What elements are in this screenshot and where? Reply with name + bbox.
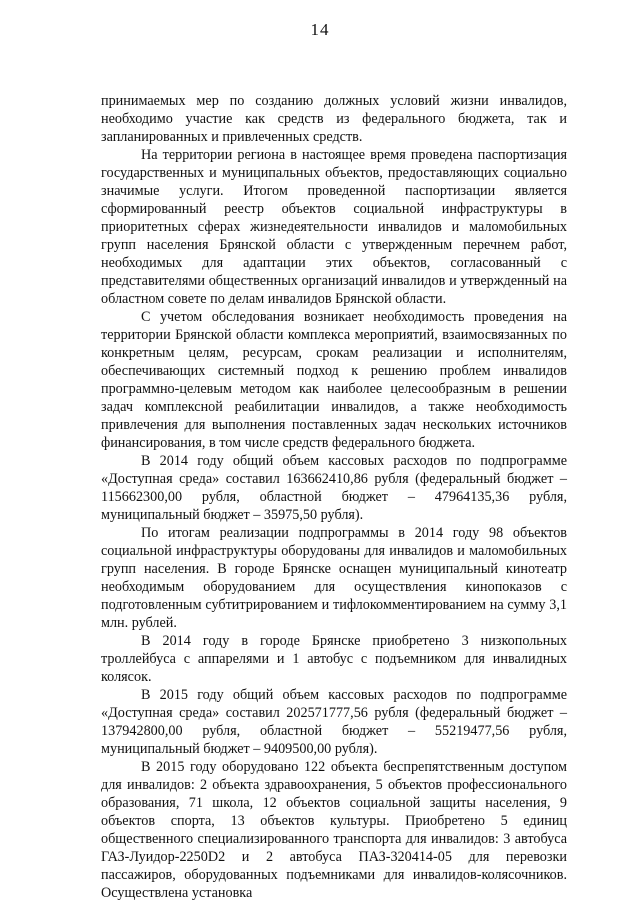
paragraph-measures-complex: С учетом обследования возникает необходимость проведения на территории Брянской области комплекса мероприятий, взаимосвязанных по конкретным целям, ресурсам, срокам реализации и исполнителям, обеспечивающих системный подход к решению проблем инвалидов программно-целевым методом как наиболее целесообразным в решении задач комплексной реабилитации инвалидов, а также необходимость привлечения для выполнения поставленных задач нескольких источников финансирования, в том числе средств федерального бюджета.	[101, 309, 567, 451]
document-body	[101, 92, 567, 902]
page-number: 14	[310, 20, 330, 39]
paragraph-passportization: На территории региона в настоящее время проведена паспортизация государственных и муниципальных объектов, предоставляющих социально значимые услуги. Итогом проведенной паспортизации является сформированный реестр объектов социальной инфраструктуры в приоритетных сферах жизнедеятельности инвалидов и маломобильных групп населения Брянской области с утвержденным перечнем работ, необходимых для адаптации этих объектов, согласованный с представителями общественных организаций инвалидов и утвержденный на областном совете по делам инвалидов Брянской области.	[101, 147, 567, 307]
paragraph-2014-results: По итогам реализации подпрограммы в 2014 году 98 объектов социальной инфраструктуры оборудованы для инвалидов и маломобильных групп населения. В городе Брянске оснащен муниципальный кинотеатр необходимым оборудованием для осуществления кинопоказов с подготовленным субтитрированием и тифлокомментированием на сумму 3,1 млн. рублей.	[101, 525, 567, 631]
paragraph-2014-trolleybuses: В 2014 году в городе Брянске приобретено 3 низкопольных троллейбуса с аппарелями и 1 автобус с подъемником для инвалидных колясок.	[101, 633, 567, 685]
paragraph-continued: принимаемых мер по созданию должных условий жизни инвалидов, необходимо участие как средств из федерального бюджета, так и запланированных и привлеченных средств.	[101, 93, 567, 145]
paragraph-2014-expenses: В 2014 году общий объем кассовых расходов по подпрограмме «Доступная среда» составил 163662410,86 рубля (федеральный бюджет – 115662300,00 рубля, областной бюджет – 47964135,36 рубля, муниципальный бюджет – 35975,50 рубля).	[101, 453, 567, 523]
paragraph-2015-results: В 2015 году оборудовано 122 объекта беспрепятственным доступом для инвалидов: 2 объекта здравоохранения, 5 объектов профессионального образования, 71 школа, 12 объектов социальной защиты населения, 9 объектов спорта, 13 объектов культуры. Приобретено 5 единиц общественного специализированного транспорта для инвалидов: 3 автобуса ГАЗ-Луидор-2250D2 и 2 автобуса ПАЗ-320414-05 для перевозки пассажиров, оборудованных подъемниками для инвалидов-колясочников. Осуществлена установка	[101, 759, 567, 901]
paragraph-2015-expenses: В 2015 году общий объем кассовых расходов по подпрограмме «Доступная среда» составил 202571777,56 рубля (федеральный бюджет – 137942800,00 рубля, областной бюджет – 55219477,56 рубля, муниципальный бюджет – 9409500,00 рубля).	[101, 687, 567, 757]
